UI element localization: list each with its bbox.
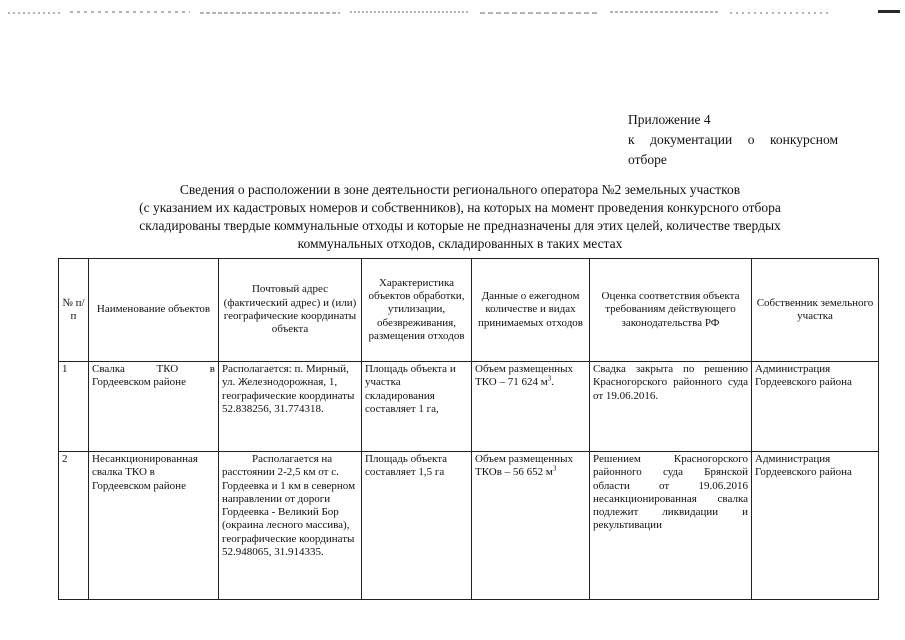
appendix-reference: к документации о конкурсном xyxy=(628,132,838,147)
row-compliance: Решением Красногорского районного суда Брянской области от 19.06.2016 несанкционированная свалка подлежит ликвидации и рекультивации xyxy=(590,452,752,600)
appendix-title: Приложение 4 xyxy=(628,112,711,127)
header-characteristic: Характеристика объектов обработки, утилизации, обезвреживания, размещения отходов xyxy=(362,259,472,362)
heading-line-1: Сведения о расположении в зоне деятельности регионального оператора №2 земельных участков xyxy=(179,182,741,197)
cubic-superscript: 3 xyxy=(552,464,557,473)
row-number: 2 xyxy=(59,452,89,600)
row-object-name: Несанкционированная свалка ТКО в Гордеевском районе xyxy=(89,452,219,600)
row-characteristic: Площадь объекта составляет 1,5 га xyxy=(362,452,472,600)
appendix-block xyxy=(628,110,838,170)
appendix-reference-end: отборе xyxy=(628,152,667,167)
row-owner: Администрация Гордеевского района xyxy=(752,362,879,452)
waste-volume: Объем размещенных ТКОв – 56 652 м xyxy=(475,453,573,479)
document-heading xyxy=(60,181,860,253)
heading-line-4: коммунальных отходов, складированных в таких местах xyxy=(297,236,623,251)
row-address xyxy=(219,452,362,600)
header-owner: Собственник земельного участка xyxy=(752,259,879,362)
table-row xyxy=(59,362,879,452)
scan-corner-mark xyxy=(878,10,900,13)
waste-volume-end: . xyxy=(551,376,554,389)
row-address: Располагается: п. Мирный, ул. Железнодорожная, 1, географические координаты 52.838256, 31.774318. xyxy=(219,362,362,452)
row-waste-data xyxy=(472,362,590,452)
header-waste-data: Данные о ежегодном количестве и видах принимаемых отходов xyxy=(472,259,590,362)
scan-artifact-strip xyxy=(0,6,905,20)
header-compliance: Оценка соответствия объекта требованиям действующего законодательства РФ xyxy=(590,259,752,362)
header-address: Почтовый адрес (фактический адрес) и (или) географические координаты объекта xyxy=(219,259,362,362)
row-characteristic: Площадь объекта и участка складирования составляет 1 га, xyxy=(362,362,472,452)
row-owner: Администрация Гордеевского района xyxy=(752,452,879,600)
cubic-superscript: 3 xyxy=(547,374,552,383)
row-address-text: Располагается на расстоянии 2-2,5 км от с. Гордеевка и 1 км в северном направлении от дороги Гордеевка - Великий Бор (окраина лесного массива), географические координаты 52.948065, 31.914335. xyxy=(222,453,356,559)
row-compliance: Свадка закрыта по решению Красногорского районного суда от 19.06.2016. xyxy=(590,362,752,452)
header-number: № п/п xyxy=(59,259,89,362)
header-object-name: Наименование объектов xyxy=(89,259,219,362)
table-header-row xyxy=(59,259,879,362)
waste-volume: Объем размещенных ТКО – 71 624 м xyxy=(475,363,573,389)
table-row xyxy=(59,452,879,600)
heading-line-2: (с указанием их кадастровых номеров и собственников), на которых на момент проведения конкурсного отбора xyxy=(139,200,781,215)
row-waste-data xyxy=(472,452,590,600)
row-number: 1 xyxy=(59,362,89,452)
row-object-name: Свалка ТКО в Гордеевском районе xyxy=(89,362,219,452)
heading-line-3: складированы твердые коммунальные отходы и которые не предназначены для этих целей, количестве твердых xyxy=(139,218,781,233)
landfill-table xyxy=(58,258,879,600)
